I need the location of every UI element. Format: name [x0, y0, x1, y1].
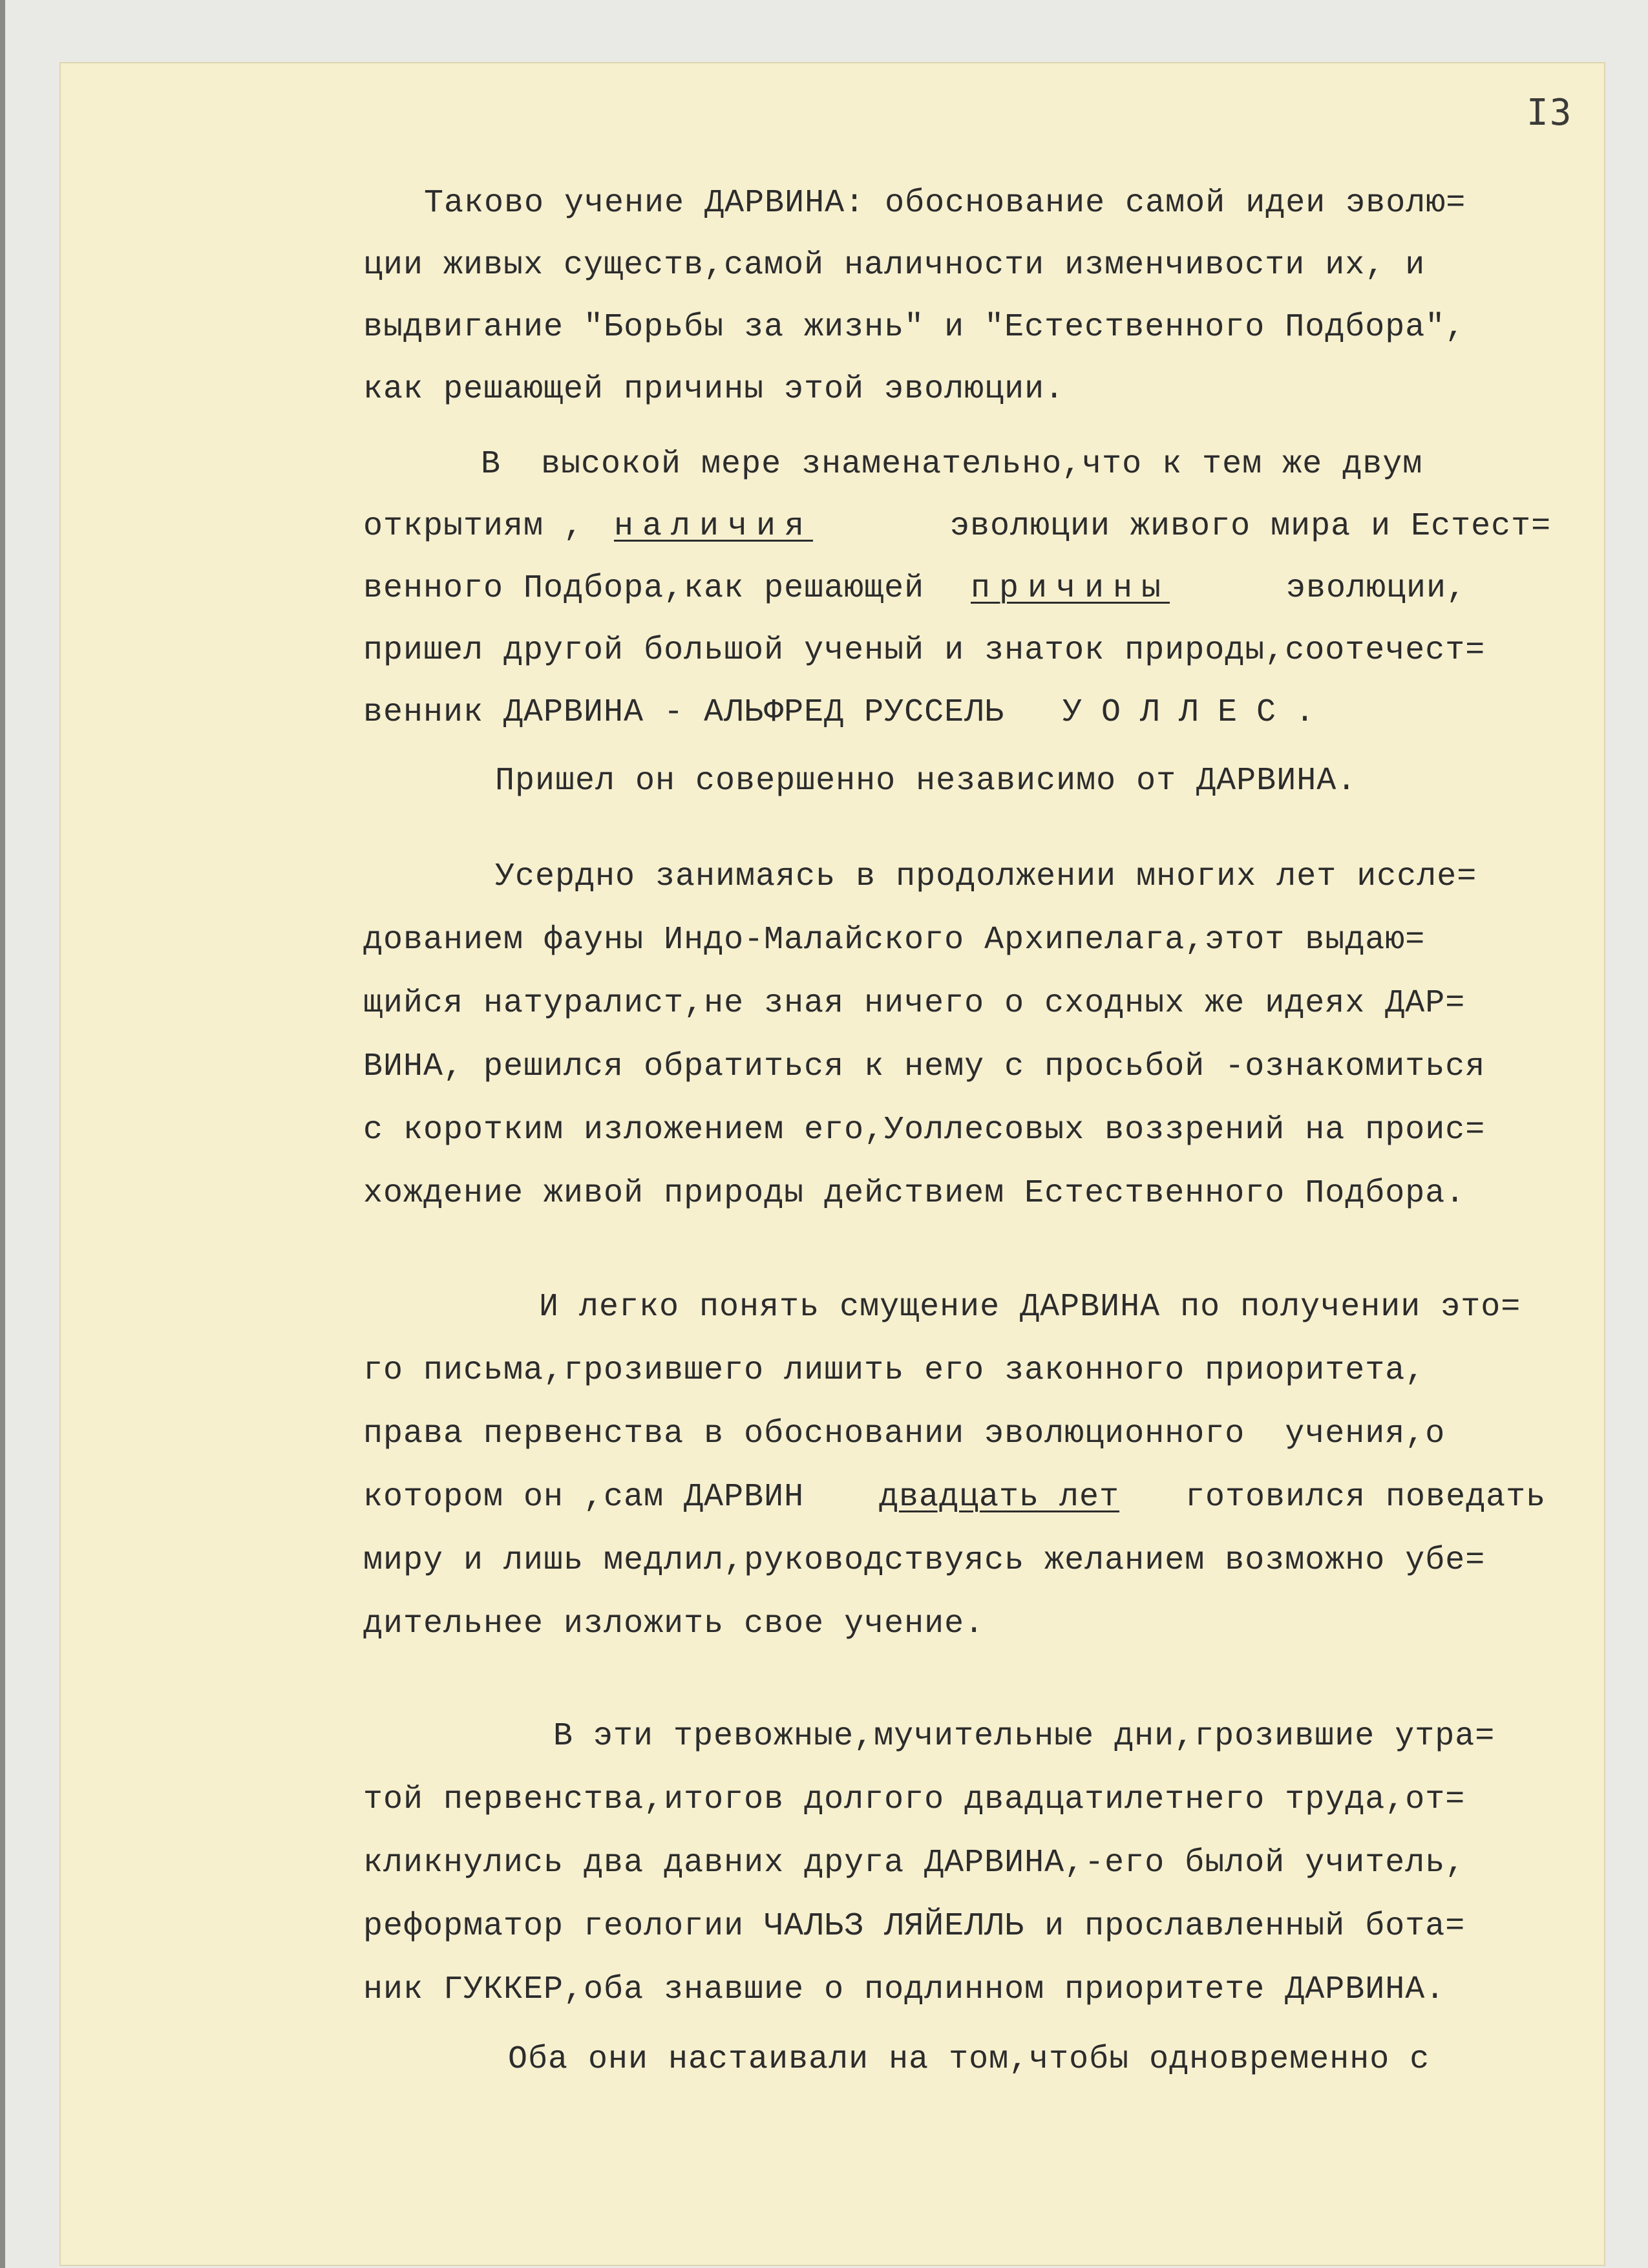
- text-line: реформатор геологии ЧАЛЬЗ ЛЯЙЕЛЛЬ и прославленный бота=: [363, 1908, 1466, 1945]
- text-line: Усердно занимаясь в продолжении многих лет иссле=: [495, 858, 1477, 895]
- text-line: ник ГУККЕР,оба знавшие о подлинном приоритете ДАРВИНА.: [363, 1971, 1446, 2008]
- emphasis-word: наличия: [614, 508, 814, 545]
- text-line: В высокой мере знаменательно,что к тем же двум: [481, 446, 1423, 483]
- text-line: венного Подбора,как решающей: [363, 570, 925, 607]
- emphasis-phrase: двадцать лет: [879, 1479, 1120, 1516]
- text-line: ции живых существ,самой наличности изменчивости их, и: [363, 247, 1426, 284]
- text-line: эволюции,: [1286, 570, 1467, 607]
- typewritten-page: [59, 62, 1605, 2266]
- text-line: В эти тревожные,мучительные дни,грозившие утра=: [553, 1718, 1495, 1755]
- emphasis-word: причины: [971, 570, 1170, 607]
- text-line: права первенства в обосновании эволюционного учения,о: [363, 1415, 1446, 1452]
- text-line: с коротким изложением его,Уоллесовых воззрений на проис=: [363, 1112, 1486, 1149]
- text-line: готовился поведать: [1185, 1479, 1547, 1516]
- text-line: ВИНА, решился обратиться к нему с просьбой -ознакомиться: [363, 1048, 1486, 1085]
- text-line: Оба они настаивали на том,чтобы одновременно с: [508, 2041, 1430, 2078]
- text-line: той первенства,итогов долгого двадцатилетнего труда,от=: [363, 1781, 1466, 1818]
- text-line: миру и лишь медлил,руководствуясь желанием возможно убе=: [363, 1542, 1486, 1579]
- text-line: выдвигание "Борьбы за жизнь" и "Естественного Подбора",: [363, 309, 1466, 346]
- text-line: Таково учение ДАРВИНА: обоснование самой идеи эволю=: [424, 185, 1466, 222]
- text-line: Пришел он совершенно независимо от ДАРВИНА.: [495, 763, 1357, 800]
- text-line: венник ДАРВИНА - АЛЬФРЕД РУССЕЛЬ: [363, 694, 1005, 731]
- text-line: дительнее изложить свое учение.: [363, 1606, 985, 1642]
- text-line: хождение живой природы действием Естественного Подбора.: [363, 1175, 1466, 1212]
- text-line: котором он ,сам ДАРВИН: [363, 1479, 805, 1516]
- spaced-name: УОЛЛЕС.: [1062, 694, 1335, 731]
- text-line: открытиям ,: [363, 508, 584, 545]
- text-line: дованием фауны Индо-Малайского Архипелага,этот выдаю=: [363, 922, 1426, 959]
- page-number: I3: [1527, 92, 1573, 134]
- scan-edge: [0, 0, 5, 2268]
- text-line: И легко понять смущение ДАРВИНА по получении это=: [539, 1289, 1521, 1326]
- text-line: как решающей причины этой эволюции.: [363, 371, 1065, 408]
- text-line: эволюции живого мира и Естест=: [950, 508, 1552, 545]
- text-line: пришел другой большой ученый и знаток природы,соотечест=: [363, 632, 1486, 669]
- text-line: го письма,грозившего лишить его законного приоритета,: [363, 1352, 1426, 1389]
- text-line: щийся натуралист,не зная ничего о сходных же идеях ДАР=: [363, 985, 1466, 1022]
- text-line: кликнулись два давних друга ДАРВИНА,-его былой учитель,: [363, 1845, 1466, 1881]
